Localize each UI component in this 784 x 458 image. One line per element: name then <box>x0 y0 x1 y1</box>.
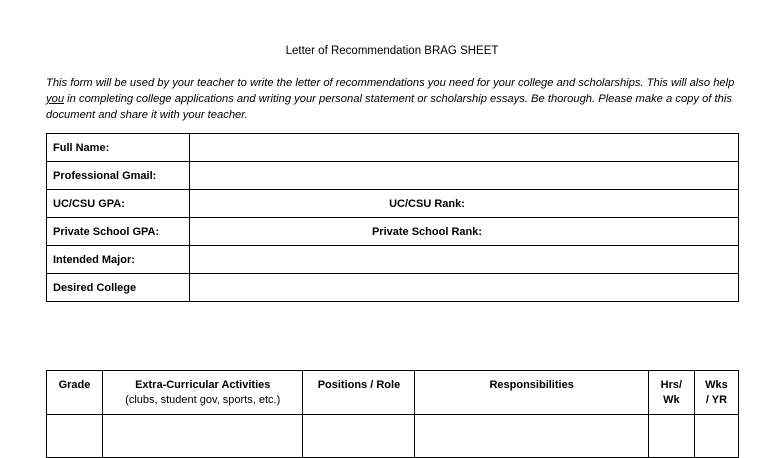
gmail-field[interactable] <box>190 162 739 190</box>
intro-paragraph <box>46 75 746 123</box>
private-rank-field[interactable] <box>190 218 739 246</box>
weeks-header-line1: Wks <box>705 379 728 391</box>
grade-header: Grade <box>47 371 103 415</box>
uc-rank-label: UC/CSU Rank: <box>389 197 465 210</box>
activities-table <box>46 370 739 458</box>
uc-rank-field[interactable] <box>190 190 739 218</box>
gmail-row <box>47 162 739 190</box>
college-row <box>47 274 739 302</box>
major-label: Intended Major: <box>47 246 190 274</box>
hours-header-line2: Wk <box>663 394 680 406</box>
weeks-header-line2: / YR <box>705 394 728 406</box>
weeks-per-year-header <box>694 371 738 415</box>
weeks-cell[interactable] <box>694 415 738 458</box>
full-name-field[interactable] <box>190 134 739 162</box>
grade-cell[interactable] <box>47 415 103 458</box>
major-field[interactable] <box>190 246 739 274</box>
activities-header <box>102 371 302 415</box>
intro-underlined-you: you <box>46 93 65 105</box>
document-title: Letter of Recommendation BRAG SHEET <box>285 45 499 57</box>
hours-per-week-header <box>648 371 694 415</box>
positions-header: Positions / Role <box>303 371 415 415</box>
responsibilities-cell[interactable] <box>415 415 648 458</box>
uc-gpa-row <box>47 190 739 218</box>
full-name-row <box>47 134 739 162</box>
activities-header-row <box>47 371 739 415</box>
activity-row <box>47 415 739 458</box>
uc-gpa-label: UC/CSU GPA: <box>47 190 190 218</box>
private-gpa-row <box>47 218 739 246</box>
activities-header-line2: (clubs, student gov, sports, etc.) <box>125 394 281 406</box>
intro-text-end: in completing college applications and writing your personal statement or scholarship essays. Be thorough. Please make a copy of this document and share it with your teacher. <box>46 93 732 121</box>
student-info-table <box>46 133 739 302</box>
gmail-label: Professional Gmail: <box>47 162 190 190</box>
major-row <box>47 246 739 274</box>
private-gpa-label: Private School GPA: <box>47 218 190 246</box>
activity-cell[interactable] <box>102 415 302 458</box>
hours-cell[interactable] <box>648 415 694 458</box>
responsibilities-header: Responsibilities <box>415 371 648 415</box>
private-rank-label: Private School Rank: <box>371 225 483 238</box>
hours-header-line1: Hrs/ <box>660 379 683 391</box>
intro-text-start: This form will be used by your teacher to write the letter of recommendations you need for your college and scholarships. This will also help <box>46 77 735 89</box>
position-cell[interactable] <box>303 415 415 458</box>
activities-header-line1: Extra-Curricular Activities <box>135 379 271 391</box>
college-field[interactable] <box>190 274 739 302</box>
full-name-label: Full Name: <box>47 134 190 162</box>
college-label: Desired College <box>47 274 190 302</box>
